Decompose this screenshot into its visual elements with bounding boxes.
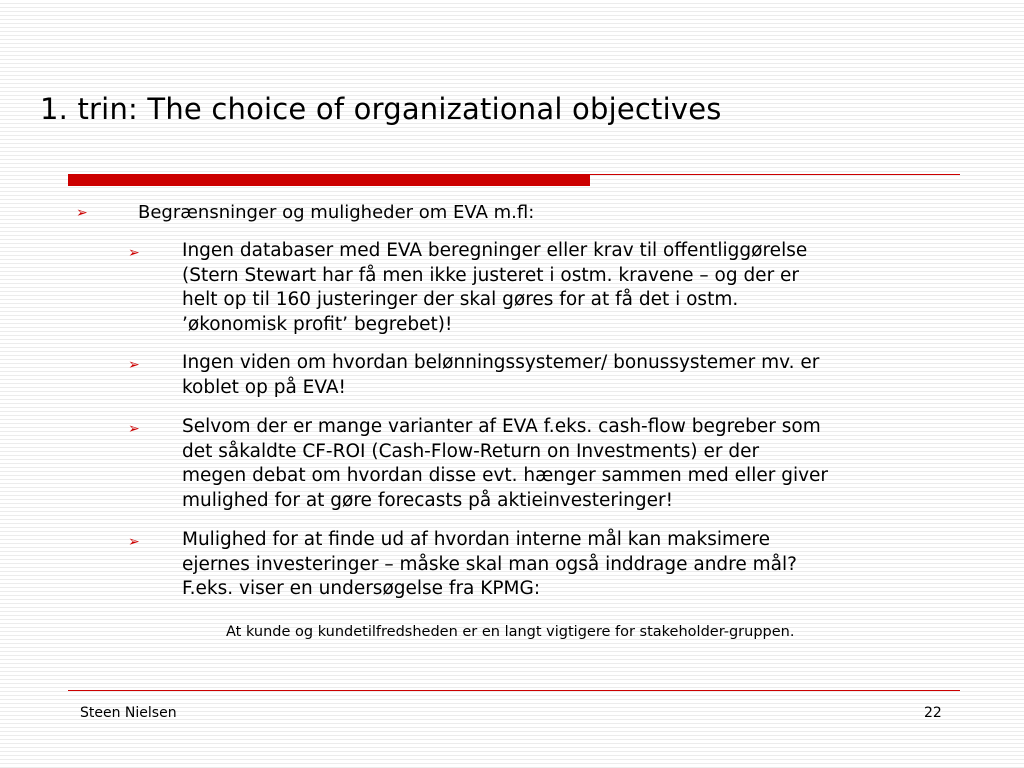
- bullet-line: koblet op på EVA!: [182, 376, 346, 398]
- arrowhead-bullet-icon: ➢: [128, 245, 140, 261]
- arrowhead-bullet-icon: ➢: [76, 205, 88, 221]
- bullet-line: Ingen databaser med EVA beregninger eller krav til offentliggørelse: [182, 240, 808, 261]
- bullet-item: [182, 239, 982, 337]
- bullet-line: Selvom der er mange varianter af EVA f.eks. cash-flow begreber som: [182, 416, 821, 437]
- title-accent-bar: [68, 174, 590, 186]
- bullet-line: ’økonomisk profit’ begrebet)!: [182, 313, 453, 335]
- bullet-line: det såkaldte CF-ROI (Cash-Flow-Return on Investments) er der: [182, 440, 760, 462]
- bullet-line: (Stern Stewart har få men ikke justeret i ostm. kravene – og der er: [182, 264, 800, 286]
- bullet-item: [182, 351, 982, 400]
- page-number: 22: [924, 705, 942, 721]
- bullet-line: helt op til 160 justeringer der skal gøres for at få det i ostm.: [182, 289, 739, 310]
- bullet-item: [182, 415, 982, 513]
- footer-divider: [68, 690, 960, 691]
- bullet-item: [182, 528, 982, 602]
- bullet-line: Ingen viden om hvordan belønningssystemer/ bonussystemer mv. er: [182, 352, 820, 373]
- bullet-line: F.eks. viser en undersøgelse fra KPMG:: [182, 578, 541, 599]
- slide-title: 1. trin: The choice of organizational objectives: [40, 92, 722, 126]
- level1-bullet-text: Begrænsninger og muligheder om EVA m.fl:: [138, 202, 535, 223]
- arrowhead-bullet-icon: ➢: [128, 357, 140, 373]
- kpmg-note: At kunde og kundetilfredsheden er en langt vigtigere for stakeholder-gruppen.: [226, 624, 795, 640]
- footer-author: Steen Nielsen: [80, 705, 177, 721]
- bullet-line: mulighed for at gøre forecasts på aktieinvesteringer!: [182, 489, 674, 511]
- arrowhead-bullet-icon: ➢: [128, 421, 140, 437]
- bullet-line: Mulighed for at finde ud af hvordan interne mål kan maksimere: [182, 529, 770, 550]
- bullet-line: megen debat om hvordan disse evt. hænger sammen med eller giver: [182, 465, 829, 486]
- bullet-line: ejernes investeringer – måske skal man også inddrage andre mål?: [182, 553, 797, 575]
- arrowhead-bullet-icon: ➢: [128, 534, 140, 550]
